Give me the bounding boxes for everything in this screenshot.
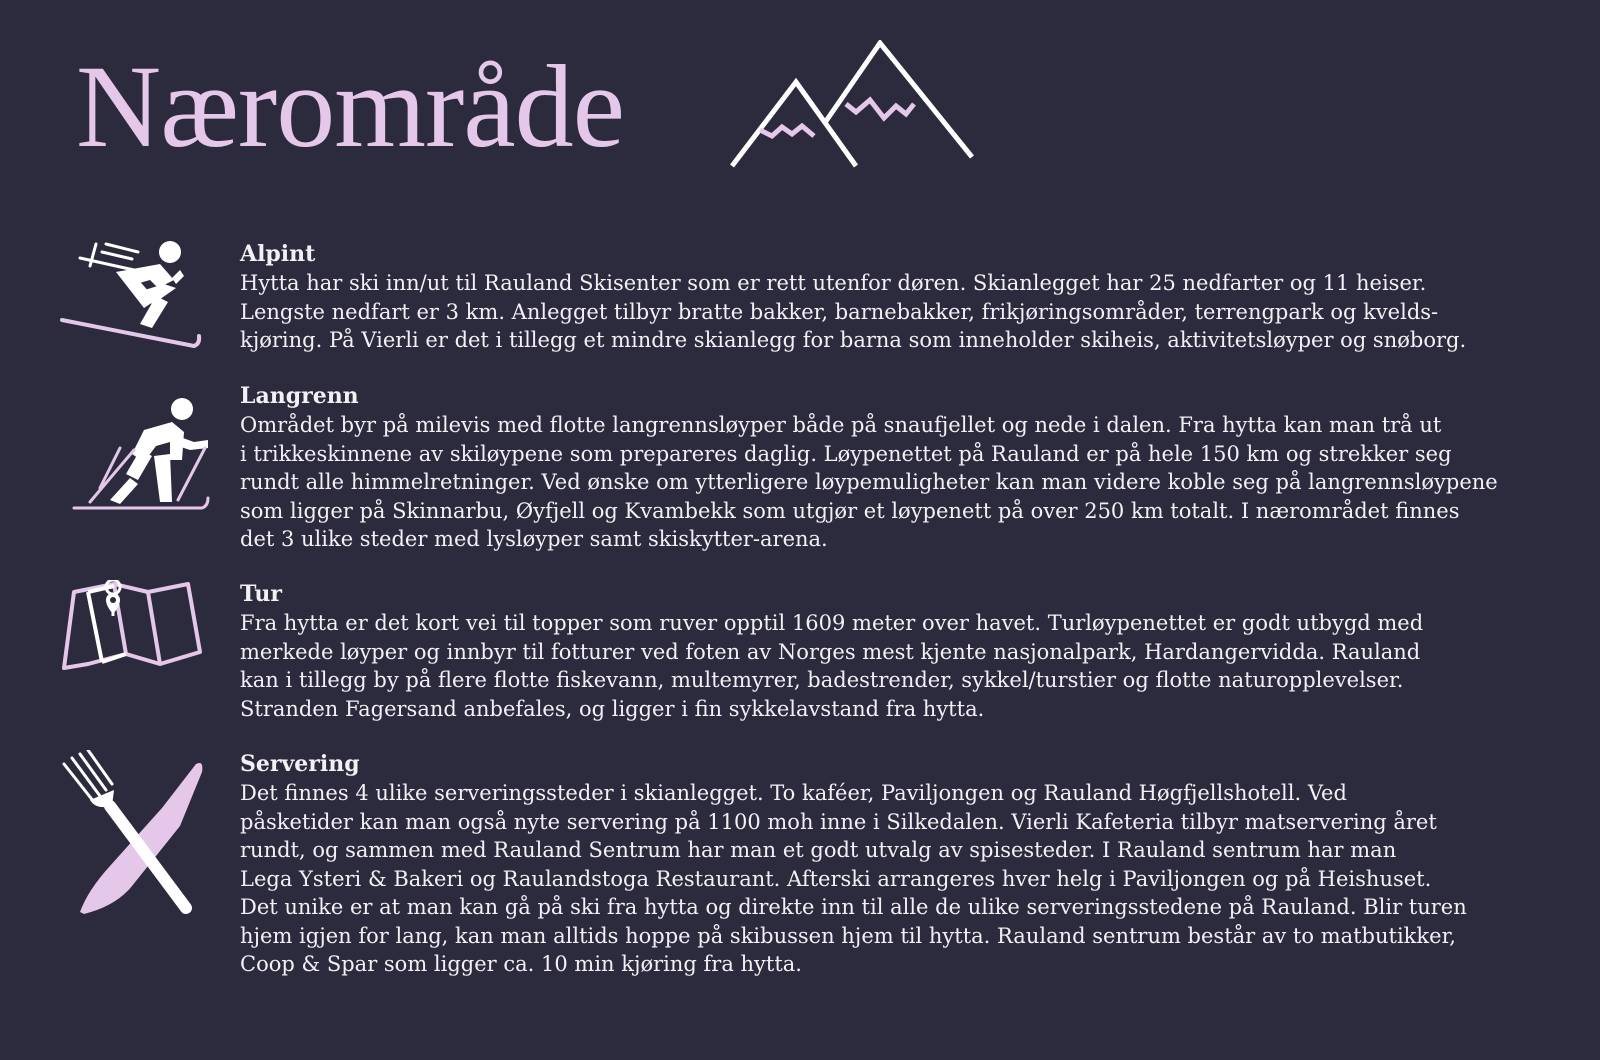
body-line: det 3 ulike steder med lysløyper samt skiskytter-arena. <box>240 527 828 551</box>
section-text <box>240 750 1550 979</box>
fork-knife-icon <box>60 750 210 920</box>
body-line: påsketider kan man også nyte servering på 1100 moh inne i Silkedalen. Vierli Kafeteria tilbyr matservering året <box>240 809 1437 834</box>
cross-country-skier-icon <box>60 382 210 512</box>
body-line: som ligger på Skinnarbu, Øyfjell og Kvambekk som utgjør et løypenett på over 250 km totalt. I nærområdet finnes <box>240 498 1460 523</box>
section-title: Servering <box>240 751 360 777</box>
body-line: kjøring. På Vierli er det i tillegg et mindre skianlegg for barna som inneholder skiheis, aktivitetsløyper og snøborg. <box>240 328 1467 352</box>
section-text <box>240 382 1550 554</box>
page-title: Nærområde <box>76 41 625 172</box>
body-line: Stranden Fagersand anbefales, og ligger i fin sykkelavstand fra hytta. <box>240 696 985 721</box>
mountain-icon <box>730 40 990 180</box>
body-line: Lengste nedfart er 3 km. Anlegget tilbyr bratte bakker, barnebakker, frikjøringsområder, terrengpark og kvelds- <box>240 299 1439 324</box>
section-text <box>240 580 1550 723</box>
body-line: kan i tillegg by på flere flotte fiskevann, multemyrer, badestrender, sykkel/turstier og flotte naturopplevelser. <box>240 668 1404 692</box>
body-line: Hytta har ski inn/ut til Rauland Skisenter som er rett utenfor døren. Skianlegget har 25 nedfarter og 11 heiser. <box>240 271 1427 295</box>
skier-icon <box>60 240 210 370</box>
body-line: Coop & Spar som ligger ca. 10 min kjøring fra hytta. <box>240 952 802 976</box>
body-line: merkede løyper og innbyr til fotturer ved foten av Norges mest kjente nasjonalpark, Hardangervidda. Rauland <box>240 639 1421 664</box>
section-title: Tur <box>240 581 282 607</box>
body-line: i trikkeskinnene av skiløypene som prepareres daglig. Løypenettet på Rauland er på hele 150 km og strekker seg <box>240 441 1452 466</box>
map-icon <box>60 580 210 710</box>
body-line: Fra hytta er det kort vei til topper som ruver opptil 1609 meter over havet. Turløypenettet er godt utbygd med <box>240 611 1424 635</box>
body-line: hjem igjen for lang, kan man alltids hoppe på skibussen hjem til hytta. Rauland sentrum består av to matbutikker, <box>240 923 1456 948</box>
section-text <box>240 240 1550 355</box>
body-line: Det unike er at man kan gå på ski fra hytta og direkte inn til alle de ulike serveringsstedene på Rauland. Blir turen <box>240 895 1467 919</box>
section-title: Alpint <box>240 241 316 267</box>
body-line: Det finnes 4 ulike serveringssteder i skianlegget. To kaféer, Paviljongen og Rauland Høgfjellshotell. Ved <box>240 781 1347 805</box>
body-line: rundt, og sammen med Rauland Sentrum har man et godt utvalg av spisesteder. I Rauland sentrum har man <box>240 838 1397 862</box>
body-line: Lega Ysteri & Bakeri og Raulandstoga Restaurant. Afterski arrangeres hver helg i Paviljongen og på Heishuset. <box>240 866 1432 891</box>
body-line: rundt alle himmelretninger. Ved ønske om ytterligere løypemuligheter kan man videre koble seg på langrennsløypene <box>240 470 1498 494</box>
body-line: Området byr på milevis med flotte langrennsløyper både på snaufjellet og nede i dalen. Fra hytta kan man trå ut <box>240 413 1442 437</box>
section-title: Langrenn <box>240 383 359 409</box>
header <box>76 40 1076 190</box>
